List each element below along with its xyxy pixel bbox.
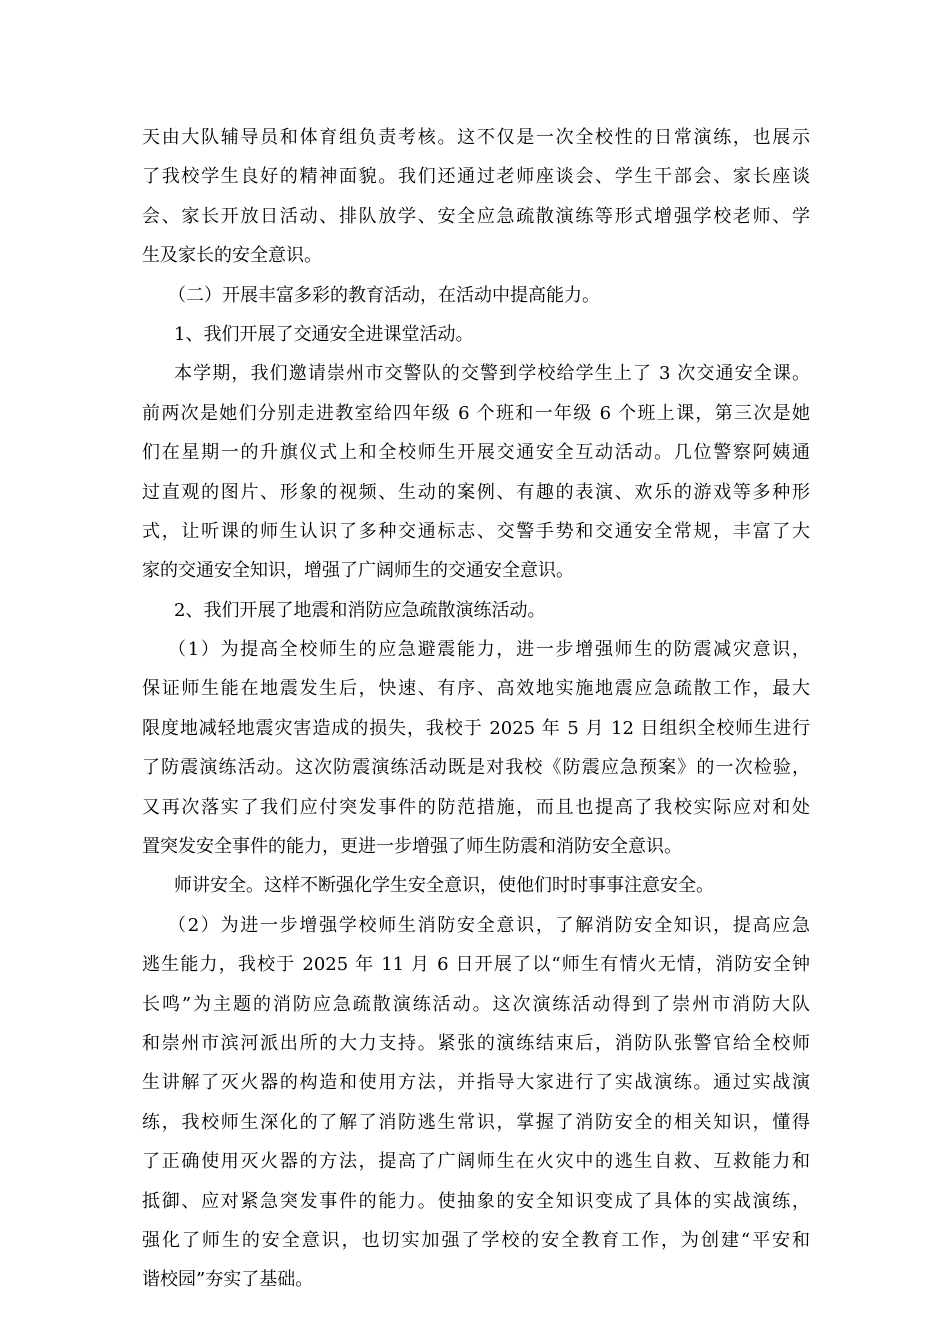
text-line: 式，让听课的师生认识了多种交通标志、交警手势和交通安全常规，丰富了大 bbox=[142, 520, 810, 542]
text-line: 了防震演练活动。这次防震演练活动既是对我校《防震应急预案》的一次检验， bbox=[142, 757, 810, 779]
text-line: 保证师生能在地震发生后，快速、有序、高效地实施地震应急疏散工作，最大 bbox=[142, 678, 810, 700]
text-line: 了我校学生良好的精神面貌。我们还通过老师座谈会、学生干部会、家长座谈 bbox=[142, 166, 810, 188]
text-line: 生及家长的安全意识。 bbox=[142, 245, 322, 267]
subsection-heading: 1、我们开展了交通安全进课堂活动。 bbox=[174, 323, 474, 345]
section-heading: （二）开展丰富多彩的教育活动，在活动中提高能力。 bbox=[168, 284, 600, 306]
text-line: 和崇州市滨河派出所的大力支持。紧张的演练结束后，消防队张警官给全校师 bbox=[142, 1032, 810, 1054]
text-line: 谐校园”夯实了基础。 bbox=[142, 1269, 314, 1291]
document-body bbox=[142, 118, 810, 1300]
text-line: 前两次是她们分别走进教室给四年级 6 个班和一年级 6 个班上课，第三次是她 bbox=[142, 402, 810, 424]
text-line: 限度地减轻地震灾害造成的损失，我校于 2025 年 5 月 12 日组织全校师生进行 bbox=[142, 717, 810, 739]
text-line: 们在星期一的升旗仪式上和全校师生开展交通安全互动活动。几位警察阿姨通 bbox=[142, 442, 810, 464]
text-line: 天由大队辅导员和体育组负责考核。这不仅是一次全校性的日常演练，也展示 bbox=[142, 127, 810, 148]
subsection-heading: 2、我们开展了地震和消防应急疏散演练活动。 bbox=[174, 599, 546, 621]
text-line: 逃生能力，我校于 2025 年 11 月 6 日开展了以“师生有情火无情，消防安全钟 bbox=[142, 954, 810, 976]
text-line: 强化了师生的安全意识，也切实加强了学校的安全教育工作，为创建“平安和 bbox=[142, 1229, 810, 1251]
text-line: 又再次落实了我们应付突发事件的防范措施，而且也提高了我校实际应对和处 bbox=[142, 796, 810, 818]
text-line: 了正确使用灭火器的方法，提高了广阔师生在火灾中的逃生自救、互救能力和 bbox=[142, 1151, 810, 1173]
text-line: （2）为进一步增强学校师生消防安全意识，了解消防安全知识，提高应急 bbox=[168, 914, 810, 936]
text-line: 长鸣”为主题的消防应急疏散演练活动。这次演练活动得到了崇州市消防大队 bbox=[142, 993, 810, 1015]
text-line: 师讲安全。这样不断强化学生安全意识，使他们时时事事注意安全。 bbox=[174, 875, 714, 897]
text-line: 本学期，我们邀请崇州市交警队的交警到学校给学生上了 3 次交通安全课。 bbox=[174, 363, 810, 385]
text-line: 置突发安全事件的能力，更进一步增强了师生防震和消防安全意识。 bbox=[142, 836, 682, 858]
text-line: 家的交通安全知识，增强了广阔师生的交通安全意识。 bbox=[142, 560, 574, 582]
text-line: 练，我校师生深化的了解了消防逃生常识，掌握了消防安全的相关知识，懂得 bbox=[142, 1111, 810, 1133]
text-line: 生讲解了灭火器的构造和使用方法，并指导大家进行了实战演练。通过实战演 bbox=[142, 1072, 810, 1094]
text-line: 过直观的图片、形象的视频、生动的案例、有趣的表演、欢乐的游戏等多种形 bbox=[142, 481, 810, 503]
text-line: （1）为提高全校师生的应急避震能力，进一步增强师生的防震减灾意识， bbox=[168, 639, 810, 661]
text-line: 会、家长开放日活动、排队放学、安全应急疏散演练等形式增强学校老师、学 bbox=[142, 205, 810, 227]
text-line: 抵御、应对紧急突发事件的能力。使抽象的安全知识变成了具体的实战演练， bbox=[142, 1190, 810, 1212]
